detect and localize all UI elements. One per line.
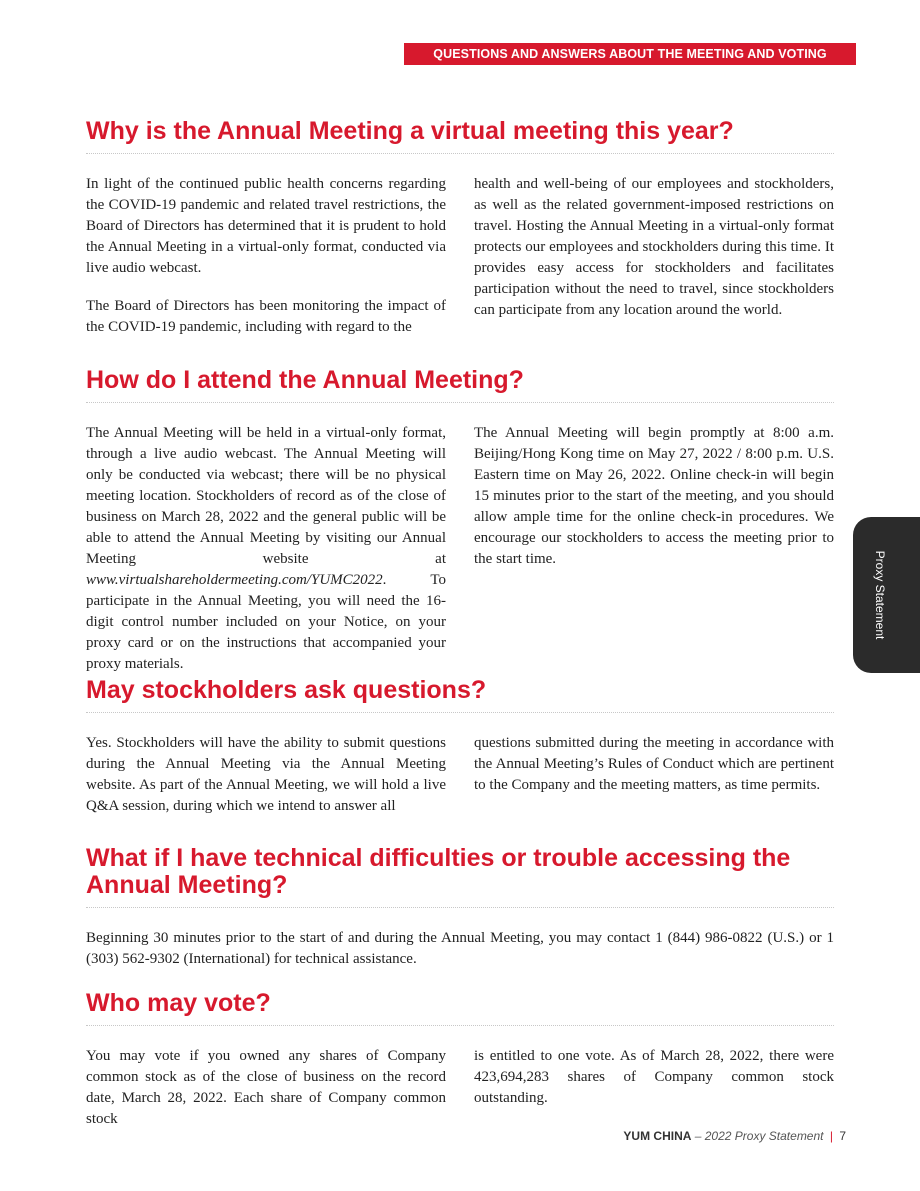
left-column (86, 174, 446, 355)
right-column (474, 733, 834, 834)
paragraph (86, 423, 446, 675)
section-technical-difficulties (86, 845, 834, 987)
footer-brand: YUM CHINA (623, 1129, 692, 1143)
dotted-divider (86, 402, 834, 403)
paragraph: You may vote if you owned any shares of Company common stock as of the close of business on the record date, March 28, 2022. Each share of Company common stock (86, 1048, 446, 1127)
dotted-divider (86, 712, 834, 713)
paragraph: The Annual Meeting will begin promptly at 8:00 a.m. Beijing/Hong Kong time on May 27, 2022 / 8:00 p.m. U.S. Eastern time on May 26, 2022. Online check-in will begin 15 minutes prior to the start of the meeting, and you should allow ample time for the online check-in procedures. We encourage our stockholders to access the meeting prior to the start time. (474, 425, 834, 567)
left-column (86, 423, 446, 692)
paragraph: questions submitted during the meeting in accordance with the Annual Meeting’s Rules of Conduct which are pertinent to the Company and the meeting matters, as time permits. (474, 735, 834, 793)
section-heading: Who may vote? (86, 989, 271, 1017)
section-heading: Why is the Annual Meeting a virtual meeting this year? (86, 117, 734, 145)
section-attend-meeting (86, 367, 834, 692)
section-virtual-meeting (86, 118, 834, 355)
dotted-divider (86, 1025, 834, 1026)
side-tab-label: Proxy Statement (873, 550, 887, 640)
meeting-website-link[interactable]: www.virtualshareholdermeeting.com/YUMC2022 (86, 572, 383, 588)
section-heading: How do I attend the Annual Meeting? (86, 366, 524, 394)
side-tab[interactable] (853, 517, 920, 673)
section-heading: What if I have technical difficulties or trouble accessing the Annual Meeting? (86, 844, 791, 899)
left-column (86, 733, 446, 834)
paragraph: In light of the continued public health concerns regarding the COVID-19 pandemic and related travel restrictions, the Board of Directors has determined that it is prudent to hold the Annual Meeting in a virtual-only format, conducted via live audio webcast. (86, 176, 446, 276)
paragraph: is entitled to one vote. As of March 28, 2022, there were 423,694,283 shares of Company common stock outstanding. (474, 1048, 834, 1106)
section-header-bar: QUESTIONS AND ANSWERS ABOUT THE MEETING AND VOTING (404, 43, 856, 65)
paragraph-text: . To participate in the Annual Meeting, you will need the 16-digit control number included on your Notice, on your proxy card or on the instructions that accompanied your proxy materials. (86, 572, 446, 672)
section-heading: May stockholders ask questions? (86, 676, 487, 704)
dotted-divider (86, 153, 834, 154)
paragraph-text: The Annual Meeting will be held in a virtual-only format, through a live audio webcast. The Annual Meeting will only be conducted via webcast; there will be no physical meeting location. Stockholders of record as of the close of business on March 28, 2022 and the general public will be able to attend the Annual Meeting by visiting our Annual Meeting website at (86, 425, 446, 567)
section-ask-questions (86, 677, 834, 834)
page-footer (623, 1129, 846, 1143)
footer-subtitle: – 2022 Proxy Statement (694, 1129, 824, 1143)
paragraph: Beginning 30 minutes prior to the start of and during the Annual Meeting, you may contact 1 (844) 986-0822 (U.S.) or 1 (303) 562-9302 (International) for technical assistance. (86, 930, 834, 967)
footer-divider: | (829, 1129, 833, 1143)
section-who-may-vote (86, 990, 834, 1147)
paragraph: Yes. Stockholders will have the ability to submit questions during the Annual Meeting via the Annual Meeting website. As part of the Annual Meeting, we will hold a live Q&A session, during which we intend to answer all (86, 735, 446, 814)
paragraph: The Board of Directors has been monitoring the impact of the COVID-19 pandemic, including with regard to the (86, 298, 446, 335)
page-number: 7 (839, 1129, 846, 1143)
dotted-divider (86, 907, 834, 908)
right-column (474, 174, 834, 355)
right-column (474, 423, 834, 692)
paragraph: health and well-being of our employees and stockholders, as well as the related government-imposed restrictions on travel. Hosting the Annual Meeting in a virtual-only format protects our employees and stockholders during this time. It provides easy access for stockholders and facilitates participation without the need to travel, since stockholders can participate from any location around the world. (474, 176, 834, 318)
left-column (86, 1046, 446, 1147)
